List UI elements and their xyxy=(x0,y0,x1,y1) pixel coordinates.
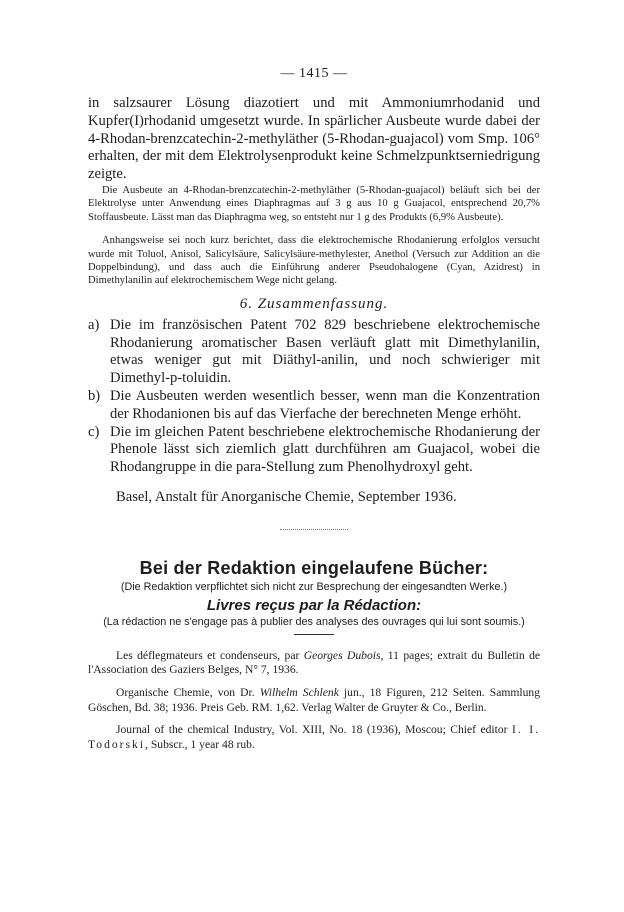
summary-item-text: Die im gleichen Patent beschriebene elektrochemische Rhodanierung der Phenole lässt sich ziemlich glatt durchführen am Guajacol, wobei die Rhodangruppe in die para-Stellung zum Phenolhydroxyl geht. xyxy=(110,423,540,476)
book-entry-text: , Subscr., 1 year 48 rub. xyxy=(145,737,255,751)
book-entry xyxy=(88,649,540,678)
book-entry-text: jun., 18 Figuren, 212 Seiten. Sammlung Göschen, Bd. 38; 1936. Preis Geb. RM. 1,62. Verlag Walter de Gruyter & Co., Berlin. xyxy=(88,685,540,714)
yield-note: Die Ausbeute an 4-Rhodan-brenzcatechin-2-methyläther (5-Rhodan-guajacol) beläuft sich bei der Elektrolyse unter Anwendung eines Diaphragmas auf 3 g aus 10 g Guajacol, entsprechend 20,7% Stoffausbeute. Lässt man das Diaphragma weg, so entsteht nur 1 g des Produkts (6,9% Ausbeute). xyxy=(88,184,540,223)
summary-item-b xyxy=(88,388,540,424)
books-title: Bei der Redaktion eingelaufene Bücher: xyxy=(139,557,489,578)
summary-item-c xyxy=(88,424,540,477)
books-note: (Die Redaktion verpflichtet sich nicht zur Besprechung der eingesandten Werke.) xyxy=(120,580,508,593)
book-entry xyxy=(88,686,540,715)
summary-item-marker: c) xyxy=(88,423,100,440)
page-number: — 1415 — xyxy=(280,66,348,81)
signoff: Basel, Anstalt für Anorganische Chemie, September 1936. xyxy=(116,489,457,505)
book-entry-text: , 11 pages; extrait du Bulletin de l'Association des Gaziers Belges, N° 7, 1936. xyxy=(88,648,541,677)
book-entry-author: Georges Dubois xyxy=(303,648,381,662)
summary-item-a xyxy=(88,317,540,388)
book-entry-author: Wilhelm Schlenk xyxy=(259,685,339,699)
intro-paragraph: in salzsaurer Lösung diazotiert und mit Ammoniumrhodanid und Kupfer(I)rhodanid umgesetzt wurde. In spärlicher Ausbeute wurde dabei der 4-Rhodan-brenzcatechin-2-methyläther (5-Rhodan-guajacol) vom Smp. 106° erhalten, der mit dem Elektrolysenprodukt keine Schmelzpunktserniedrigung zeigte. xyxy=(88,95,540,183)
book-entry-text: Les déflegmateurs et condenseurs, par xyxy=(116,648,304,662)
section-divider xyxy=(280,529,348,530)
page xyxy=(88,66,540,752)
summary-heading: 6. Zusammenfassung. xyxy=(239,295,389,312)
summary-list xyxy=(88,317,540,477)
appendix-note: Anhangsweise sei noch kurz berichtet, dass die elektrochemische Rhodanierung erfolglos versucht wurde mit Toluol, Anisol, Salicylsäure, Salicylsäure-methylester, Anethol (Versuch zur Addition an die Doppelbindung), und dass auch die Einführung anderer Pseudohalogene (Cyan, Azidrest) in Dimethylanilin auf elektrochemischem Wege nicht gelang. xyxy=(88,235,540,287)
summary-item-marker: a) xyxy=(88,316,100,333)
summary-item-marker: b) xyxy=(88,388,101,405)
books-note-fr: (La rédaction ne s'engage pas à publier des analyses des ouvrages qui lui sont soumis.) xyxy=(103,615,525,628)
book-entry-author: I. I. Todorski xyxy=(88,723,541,751)
summary-item-text: Die im französischen Patent 702 829 beschriebene elektrochemische Rhodanierung aromatischer Basen verläuft glatt mit Dimethylanilin, etwas weniger gut mit Diäthyl-anilin, und noch schwieriger mit Dimethyl-p-toluidin. xyxy=(110,316,540,387)
summary-item-text: Die Ausbeuten werden wesentlich besser, wenn man die Konzentration der Rhodanionen bis auf das Vierfache der berechneten Menge erhöht. xyxy=(110,388,540,422)
book-entry-text: Organische Chemie, von Dr. xyxy=(116,685,260,699)
books-title-fr: Livres reçus par la Rédaction: xyxy=(206,596,422,614)
book-entry xyxy=(88,723,540,752)
book-entry-text: Journal of the chemical Industry, Vol. XIII, No. 18 (1936), Moscou; Chief editor xyxy=(116,723,513,737)
